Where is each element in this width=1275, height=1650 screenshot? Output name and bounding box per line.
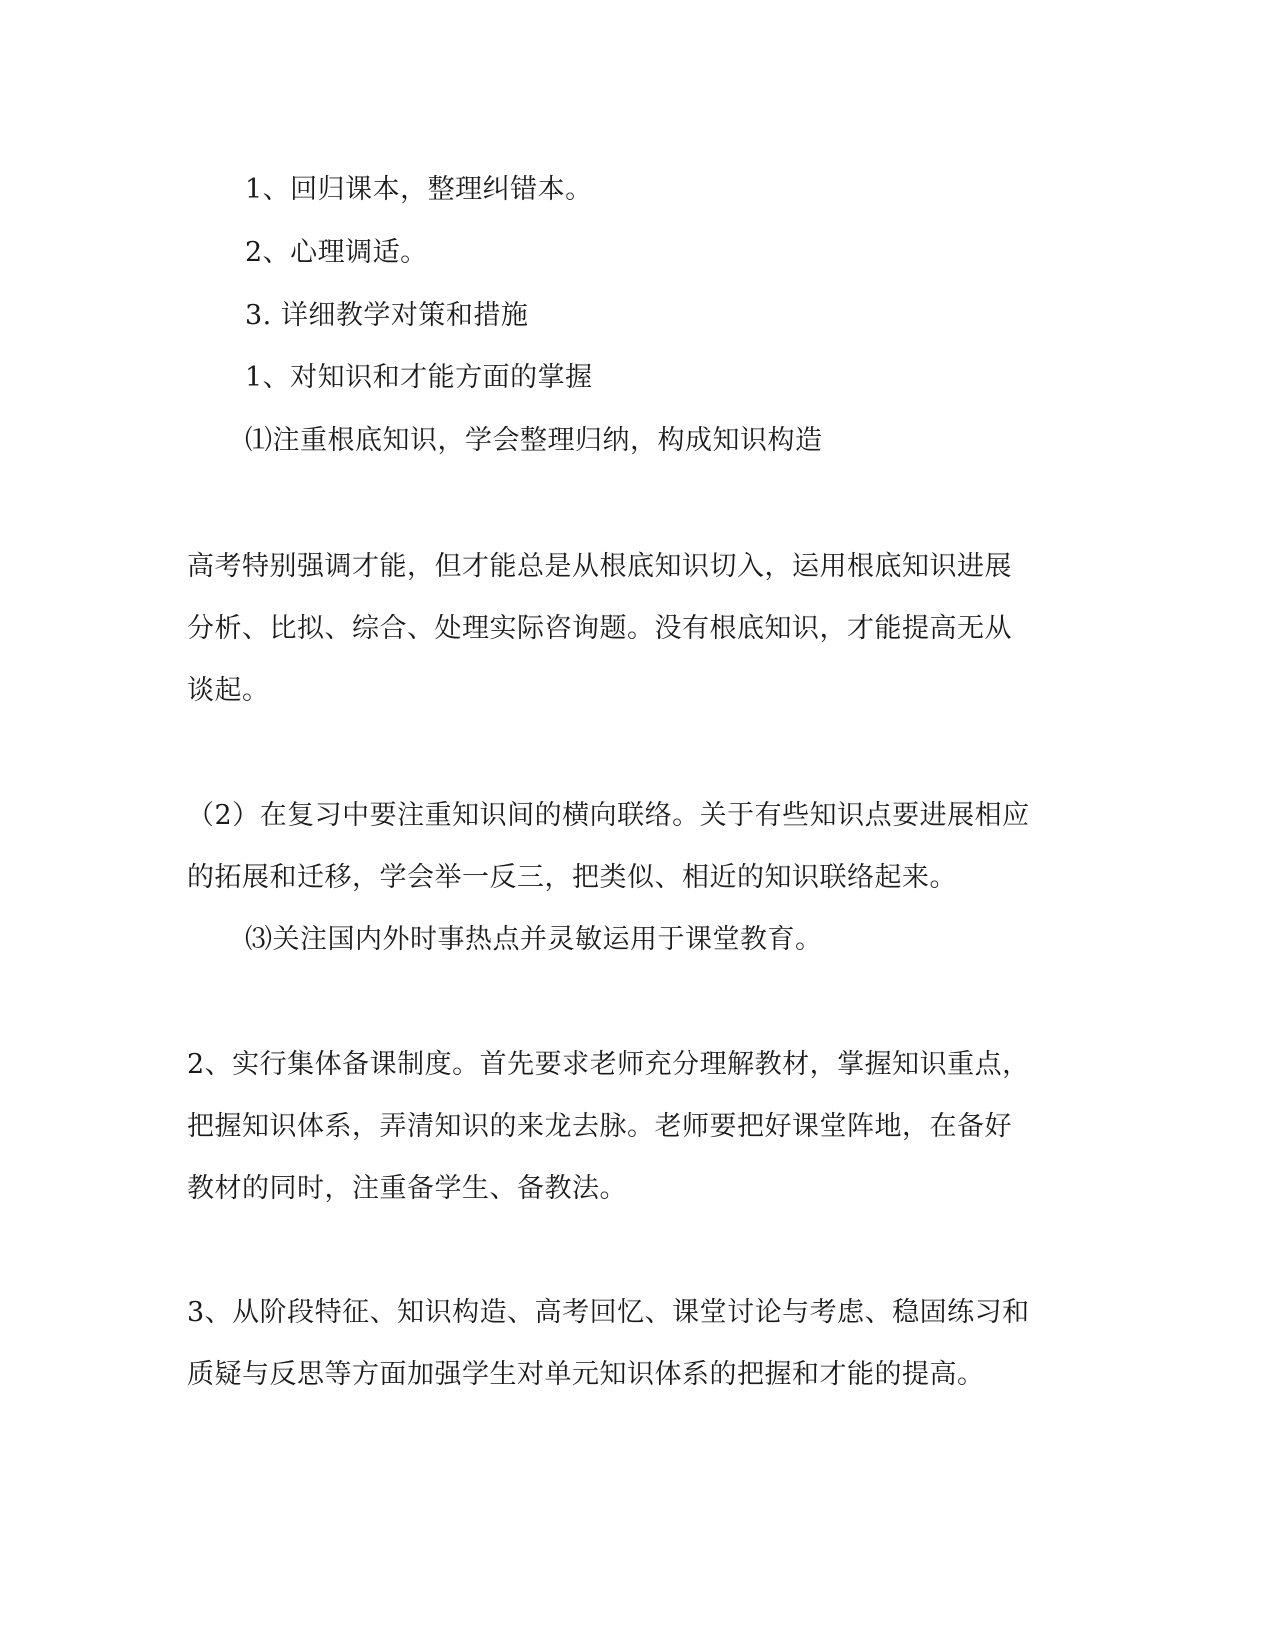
paragraph-line: 3、从阶段特征、知识构造、高考回忆、课堂讨论与考虑、稳固练习和	[187, 1297, 1030, 1328]
paragraph-line: 质疑与反思等方面加强学生对单元知识体系的把握和才能的提高。	[187, 1359, 985, 1390]
paragraph-line: 谈起。	[187, 675, 270, 706]
list-item: 1、回归课本，整理纠错本。	[245, 174, 593, 205]
paragraph-line: 的拓展和迁移，学会举一反三，把类似、相近的知识联络起来。	[187, 862, 957, 893]
paragraph-line: 分析、比拟、综合、处理实际咨询题。没有根底知识，才能提高无从	[187, 613, 1012, 644]
paragraph-line: 把握知识体系，弄清知识的来龙去脉。老师要把好课堂阵地，在备好	[187, 1111, 1012, 1142]
list-item: 1、对知识和才能方面的掌握	[245, 362, 593, 393]
paragraph-line: 高考特别强调才能，但才能总是从根底知识切入，运用根底知识进展	[187, 551, 1012, 582]
list-item: ⑴注重根底知识，学会整理归纳，构成知识构造	[245, 425, 823, 456]
paragraph-line: 2、实行集体备课制度。首先要求老师充分理解教材，掌握知识重点，	[187, 1049, 1030, 1080]
section-heading: 3. 详细教学对策和措施	[245, 300, 529, 331]
list-item: 2、心理调适。	[245, 237, 428, 268]
list-item: ⑶关注国内外时事热点并灵敏运用于课堂教育。	[245, 924, 823, 955]
paragraph-line: 教材的同时，注重备学生、备教法。	[187, 1173, 627, 1204]
paragraph-line: （2）在复习中要注重知识间的横向联络。关于有些知识点要进展相应	[187, 800, 1030, 831]
